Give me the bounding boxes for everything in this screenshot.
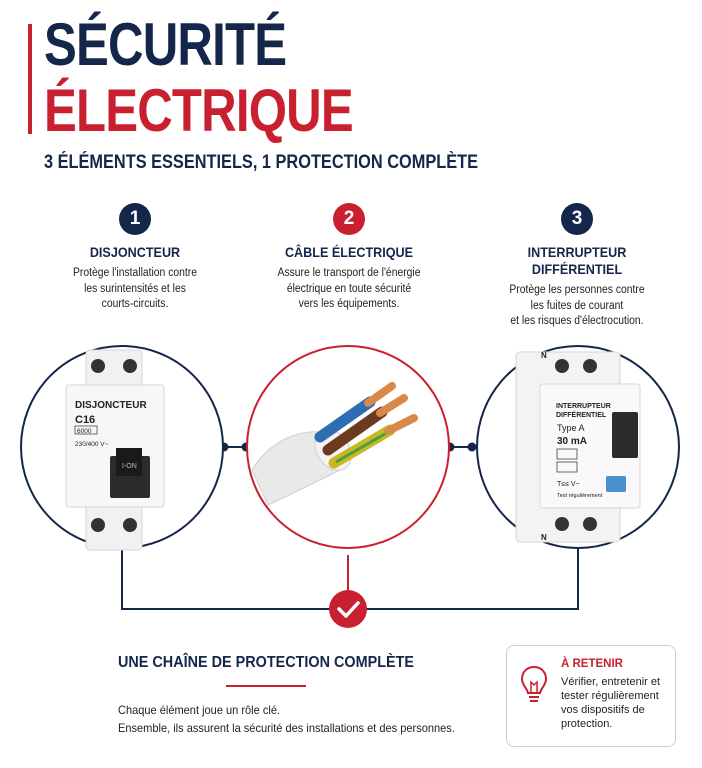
disjoncteur-device-label: DISJONCTEUR: [75, 400, 147, 411]
interrupteur-label-2: DIFFÉRENTIEL: [556, 412, 607, 419]
element-1-description: Protège l'installation contre les surintensités et les courts-circuits.: [73, 267, 197, 310]
interrupteur-n-top: N: [541, 351, 547, 360]
element-2-title: CÂBLE ÉLECTRIQUE: [284, 244, 414, 260]
element-1-number: 1: [119, 203, 151, 235]
retenir-title: À RETENIR: [561, 658, 623, 670]
interrupteur-type: Type A: [557, 423, 585, 433]
chain-line-2: Ensemble, ils assurent la sécurité des installations et des personnes.: [118, 721, 455, 735]
subtitle: 3 ÉLÉMENTS ESSENTIELS, 1 PROTECTION COMPLÈTE: [44, 152, 478, 173]
chain-title-underline: [226, 685, 306, 687]
title-line-1: SÉCURITÉ: [44, 11, 287, 78]
check-circle: [329, 590, 367, 628]
interrupteur-voltage: T≤≤ V~: [557, 481, 580, 488]
title-line-2: ÉLECTRIQUE: [44, 77, 353, 144]
link-dot: [468, 443, 477, 452]
element-3-title: INTERRUPTEUR DIFFÉRENTIEL: [527, 244, 627, 277]
element-2-number: 2: [333, 203, 365, 235]
interrupteur-n-bottom: N: [541, 533, 547, 542]
element-3-number: 3: [561, 203, 593, 235]
disjoncteur-capacity: 6000: [77, 428, 92, 435]
disjoncteur-rating: C16: [75, 414, 96, 426]
retenir-text: Vérifier, entretenir et tester régulièrement vos dispositifs de protection.: [561, 676, 661, 730]
element-3-description: Protège les personnes contre les fuites de courant et les risques d'électrocution.: [509, 284, 645, 327]
disjoncteur-voltage: 230/400 V~: [75, 441, 109, 448]
chain-title: UNE CHAÎNE DE PROTECTION COMPLÈTE: [118, 654, 415, 671]
interrupteur-test: Test régulièrement: [557, 493, 603, 499]
chain-line-1: Chaque élément joue un rôle clé.: [118, 703, 281, 717]
lightbulb-icon: [519, 664, 549, 704]
retenir-box: [506, 645, 676, 747]
interrupteur-sensitivity: 30 mA: [557, 436, 588, 447]
interrupteur-label-1: INTERRUPTEUR: [556, 403, 611, 410]
disjoncteur-handle-label: I-ON: [122, 463, 137, 470]
element-1-title: DISJONCTEUR: [89, 244, 181, 260]
element-2-description: Assure le transport de l'énergie électrique en toute sécurité vers les équipements.: [277, 267, 421, 310]
